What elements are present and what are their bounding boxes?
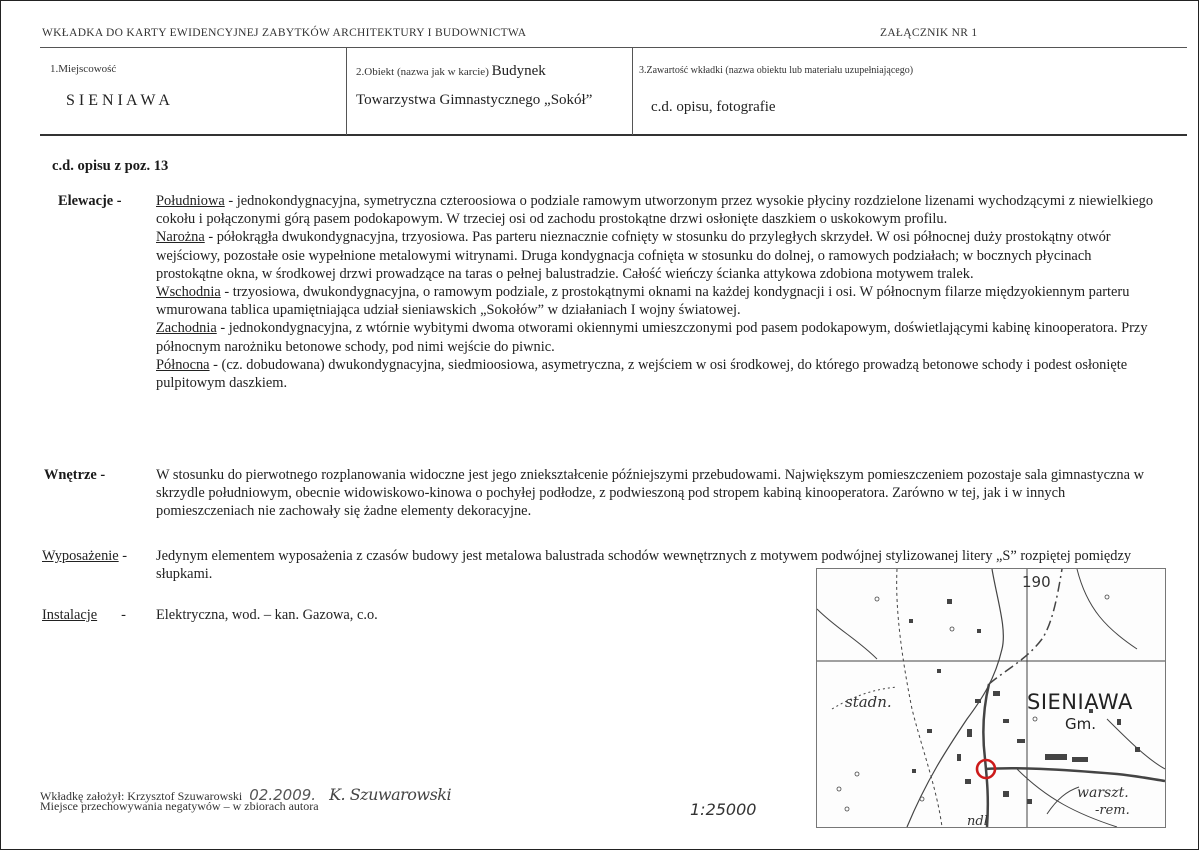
map-road-west: [907, 569, 1003, 827]
map-grid-number: 190: [1022, 573, 1051, 591]
elevation-east-text: - trzyosiowa, dwukondygnacyjna, o ramowym podziale, z prostokątnymi oknami na każdej kondygnacji i osi. W północnym filarze międzyokiennym parteru wmurowana tablica upamiętniająca udział sieniawskich „Sokołów” w działaniach I wojny światowej.: [156, 284, 1130, 319]
elevation-west-label: Zachodnia: [156, 320, 217, 337]
elevation-east-label: Wschodnia: [156, 284, 221, 301]
elevation-north: [156, 356, 1156, 392]
object-label: [356, 63, 546, 80]
elevation-east: [156, 283, 1156, 319]
map-ndl-label: ndl: [967, 814, 988, 827]
footer-signature: K. Szuwarowski: [329, 785, 452, 804]
map-path-dashed: [897, 569, 942, 827]
elevation-south-text: - jednokondygnacyjna, symetryczna czteroosiowa o podziale ramowym utworzonym przez wysokie płyciny rozdzielone lizenami wychodzącymi z niewielkiego cokołu i połączonymi górą pasem podokapowym. W trzeciej osi od zachodu prostokątne drzwi osłonięte daszkiem o uskokowym profilu.: [156, 193, 1154, 228]
locality-value: S I E N I A W A: [66, 92, 170, 109]
cell-divider-1: [346, 47, 347, 135]
header-rule-bottom: [40, 134, 1187, 136]
map-graphic: [817, 569, 1165, 827]
installations-text: Elektryczna, wod. – kan. Gazowa, c.o.: [156, 607, 378, 623]
map-scale: 1:25000: [690, 800, 757, 819]
interior-label: Wnętrze -: [44, 467, 106, 483]
map-stadn-label: stadn.: [845, 693, 892, 711]
header-rule-top: [40, 47, 1187, 48]
cell-divider-2: [632, 47, 633, 135]
elevation-north-label: Północna: [156, 356, 210, 373]
installations-dash: -: [121, 607, 126, 623]
elevations-label: Elewacje -: [58, 193, 122, 209]
equipment-label-row: [42, 547, 127, 565]
equipment-dash: -: [122, 548, 128, 564]
contents-value: c.d. opisu, fotografie: [651, 99, 776, 115]
equipment-text: Jedynym elementem wyposażenia z czasów budowy jest metalowa balustrada schodów wewnętrznych z motywem podwójnej stylizowanej litery „S” rozpiętej pomiędzy słupkami.: [156, 548, 1132, 583]
elevation-south: [156, 192, 1156, 228]
installations-label: Instalacje: [42, 607, 98, 623]
equipment-label: Wyposażenie: [42, 548, 119, 564]
object-label-text: 2.Obiekt (nazwa jak w karcie): [356, 66, 489, 78]
elevation-corner: [156, 228, 1156, 283]
map-main-road: [983, 684, 989, 827]
location-map: [816, 568, 1166, 828]
map-line-nw: [817, 609, 877, 659]
footer-storage: Miejsce przechowywania negatywów – w zbiorach autora: [40, 799, 319, 813]
elevations-text: [156, 192, 1156, 392]
elevation-corner-text: - półokrągła dwukondygnacyjna, trzyosiowa. Pas parteru nieznacznie cofnięty w stosunku do przyległych skrzydeł. W osi północnej duży prostokątny otwór wejściowy, pozostałe osie wypełnione metalowymi witrynami. Druga kondygnacja cofnięta w stosunku do dolnej, o ramowych podziałach; w bocznych płycinach prostokątne okna, w środkowej drzwi prowadzące na taras o pełnej balustradzie. Całość wieńczy ścianka attykowa zdobiona motywem tralek.: [156, 229, 1111, 282]
map-gm-label: Gm.: [1065, 715, 1097, 733]
locality-label: 1.Miejscowość: [50, 63, 117, 75]
map-road-east: [985, 768, 1165, 781]
header-annex: ZAŁĄCZNIK NR 1: [880, 27, 978, 39]
elevation-west: [156, 319, 1156, 355]
map-rem-label: -rem.: [1095, 803, 1130, 818]
map-line-e: [1107, 719, 1165, 769]
map-town-name: SIENIAWA: [1027, 690, 1133, 714]
installations-label-row: [42, 606, 126, 624]
map-line-ne: [1077, 569, 1137, 649]
elevation-north-text: - (cz. dobudowana) dwukondygnacyjna, siedmioosiowa, asymetryczna, z wejściem w osi środkowej, do którego prowadzą betonowe schody i podest osłonięte pulpitowym daszkiem.: [156, 356, 1128, 392]
footer-date: 02.2009.: [249, 786, 317, 804]
object-value-line2: Towarzystwa Gimnastycznego „Sokół”: [356, 92, 593, 108]
footer-author: Wkładkę założył: Krzysztof Szuwarowski: [40, 789, 243, 803]
object-value-line1: Budynek: [491, 63, 546, 79]
interior-text: W stosunku do pierwotnego rozplanowania widoczne jest jego zniekształcenie późniejszymi przebudowami. Największym pomieszczeniem pozostaje sala gimnastyczna w skrzydle południowym, obecnie widowiskowo-kinowa o pochyłej podłodze, z podwieszoną pod stropem kabiną kinooperatora. Zarówno w tej, jak i w innych pomieszczeniach nie zachowały się żadne elementy dekoracyjne.: [156, 467, 1144, 520]
elevation-corner-label: Narożna: [156, 229, 205, 246]
elevation-west-text: - jednokondygnacyjna, z wtórnie wybitymi dwoma otworami okiennymi umieszczonymi pod pasem podokapowym, doświetlającymi kabinę kinooperatora. Przy północnym narożniku betonowe schody, pod nimi wejście do piwnic.: [156, 320, 1148, 355]
contents-label: 3.Zawartość wkładki (nazwa obiektu lub materiału uzupełniającego): [639, 65, 914, 76]
elevation-south-label: Południowa: [156, 193, 225, 209]
continuation-heading: c.d. opisu z poz. 13: [52, 158, 169, 174]
map-warszt-label: warszt.: [1077, 785, 1129, 801]
header-title: WKŁADKA DO KARTY EWIDENCYJNEJ ZABYTKÓW ARCHITEKTURY I BUDOWNICTWA: [42, 27, 527, 39]
